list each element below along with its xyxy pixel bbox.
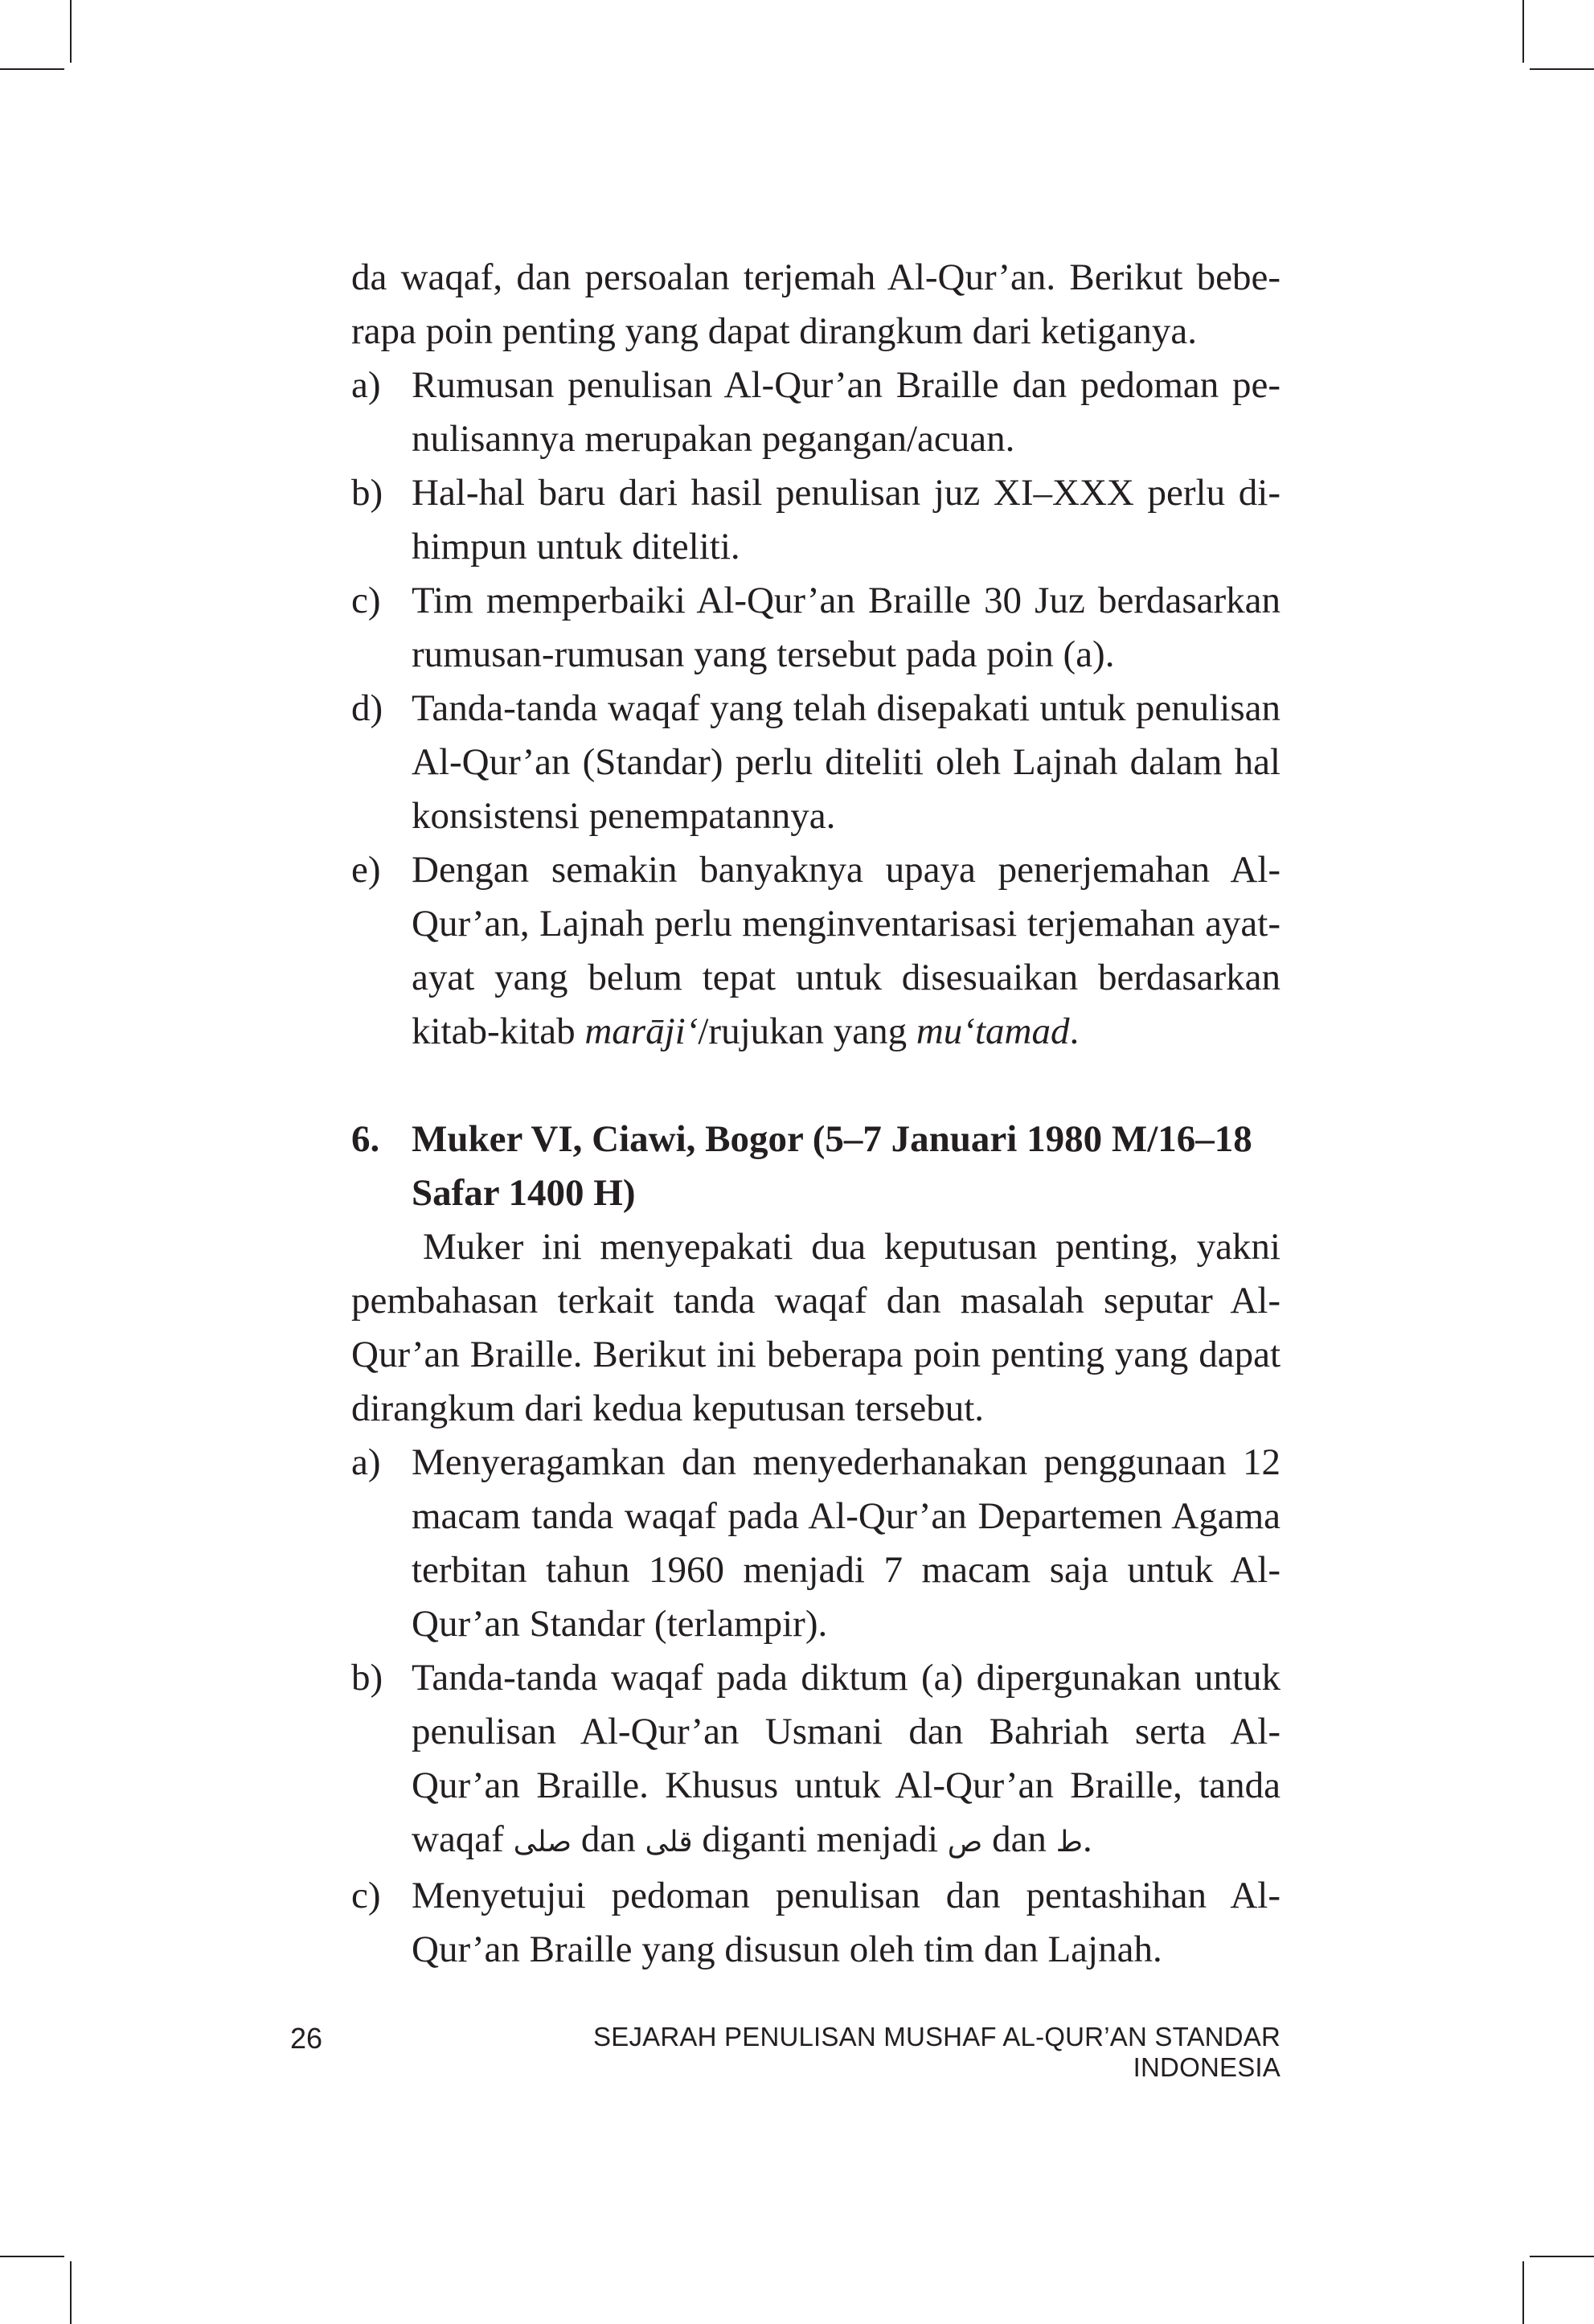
text-segment: dan	[982, 1818, 1056, 1860]
list-item-label: e)	[351, 849, 381, 891]
list-item-label: a)	[351, 364, 381, 406]
page-body	[351, 251, 1281, 1977]
list-item-label: c)	[351, 1875, 381, 1916]
list-first	[351, 359, 1281, 1059]
list-second	[351, 1436, 1281, 1977]
crop-mark	[1530, 2256, 1594, 2257]
list-item-text	[412, 843, 1281, 1059]
list-item-text: Menyetujui pedoman penulisan dan pentashihan Al-Qur’an Braille yang disusun oleh tim dan Lajnah.	[412, 1875, 1281, 1970]
text-segment: /rujukan yang	[698, 1010, 916, 1052]
list-item	[351, 574, 1281, 682]
list-item-text: Hal-hal baru dari hasil penulisan juz XI–XXX perlu dihimpun untuk diteliti.	[412, 472, 1281, 568]
list-item-text	[412, 1651, 1281, 1869]
crop-mark	[70, 0, 72, 63]
section-paragraph: Muker ini menyepakati dua keputusan penting, yakni pembahasan terkait tanda waqaf dan masalah seputar Al-Qur’an Braille. Berikut ini beberapa poin penting yang dapat dirangkum dari kedua keputusan tersebut.	[351, 1226, 1281, 1429]
list-item-text: Tim memperbaiki Al-Qur’an Braille 30 Juz berdasarkan rumusan-rumusan yang tersebut pada poin (a).	[412, 580, 1281, 675]
italic-term: mu‘tamad	[916, 1010, 1070, 1052]
running-title: SEJARAH PENULISAN MUSHAF AL-QUR’AN STANDAR INDONESIA	[593, 2022, 1281, 2082]
list-item	[351, 1651, 1281, 1869]
crop-mark	[0, 68, 64, 70]
intro-line-1: da waqaf, dan persoalan terjemah Al-Qur’an. Berikut bebe-	[351, 256, 1281, 298]
text-segment: diganti menjadi	[692, 1818, 948, 1860]
section-title: Muker VI, Ciawi, Bogor (5–7 Januari 1980 M/16–18 Safar 1400 H)	[412, 1118, 1252, 1214]
text-segment: .	[1069, 1010, 1080, 1052]
list-item-label: b)	[351, 1657, 383, 1699]
list-item-label: a)	[351, 1441, 381, 1483]
waqaf-sign-qala: قلى	[645, 1826, 693, 1859]
list-item-text: Tanda-tanda waqaf yang telah disepakati untuk penulisan Al-Qur’an (Standar) perlu diteliti oleh Lajnah dalam hal konsistensi penempatannya.	[412, 687, 1281, 837]
crop-mark	[1522, 2261, 1524, 2324]
list-item-label: d)	[351, 687, 383, 729]
waqaf-sign-ta: ط	[1055, 1826, 1083, 1859]
intro-line-2: rapa poin penting yang dapat dirangkum dari ketiganya.	[351, 310, 1197, 352]
list-item	[351, 682, 1281, 843]
list-item-text: Rumusan penulisan Al-Qur’an Braille dan pedoman penulisannya merupakan pegangan/acuan.	[412, 364, 1281, 460]
crop-mark	[1522, 0, 1524, 63]
list-item	[351, 359, 1281, 466]
text-segment: Tanda-tanda waqaf pada diktum (a) dipergunakan untuk penulisan Al-Qur’an Usmani dan Bahriah serta Al-Qur’an Braille. Khusus untuk Al-Qur’an Braille, tanda waqaf	[412, 1657, 1281, 1860]
section-number: 6.	[351, 1118, 380, 1160]
list-item	[351, 1436, 1281, 1651]
list-item-label: b)	[351, 472, 383, 514]
crop-mark	[70, 2261, 72, 2324]
section-heading	[351, 1113, 1281, 1220]
waqaf-sign-sala: صلى	[513, 1826, 572, 1859]
list-item	[351, 1869, 1281, 1977]
list-item	[351, 843, 1281, 1059]
crop-mark	[0, 2256, 64, 2257]
text-segment: .	[1082, 1818, 1092, 1860]
list-item-text: Menyeragamkan dan menyederhanakan penggunaan 12 macam tanda waqaf pada Al-Qur’an Departemen Agama terbitan tahun 1960 menjadi 7 macam saja untuk Al-Qur’an Standar (terlampir).	[412, 1441, 1281, 1645]
list-item-label: c)	[351, 580, 381, 621]
text-segment: Dengan semakin banyaknya upaya penerjemahan Al-Qur’an, Lajnah perlu menginventarisasi terjemahan ayat-ayat yang belum tepat untuk disesuaikan berdasarkan kitab-kitab	[412, 849, 1281, 1052]
list-item	[351, 466, 1281, 574]
waqaf-sign-sad: ص	[947, 1826, 983, 1859]
text-segment: dan	[572, 1818, 645, 1860]
crop-mark	[1530, 68, 1594, 70]
page-number: 26	[290, 2022, 323, 2055]
italic-term: marāji‘	[584, 1010, 699, 1052]
